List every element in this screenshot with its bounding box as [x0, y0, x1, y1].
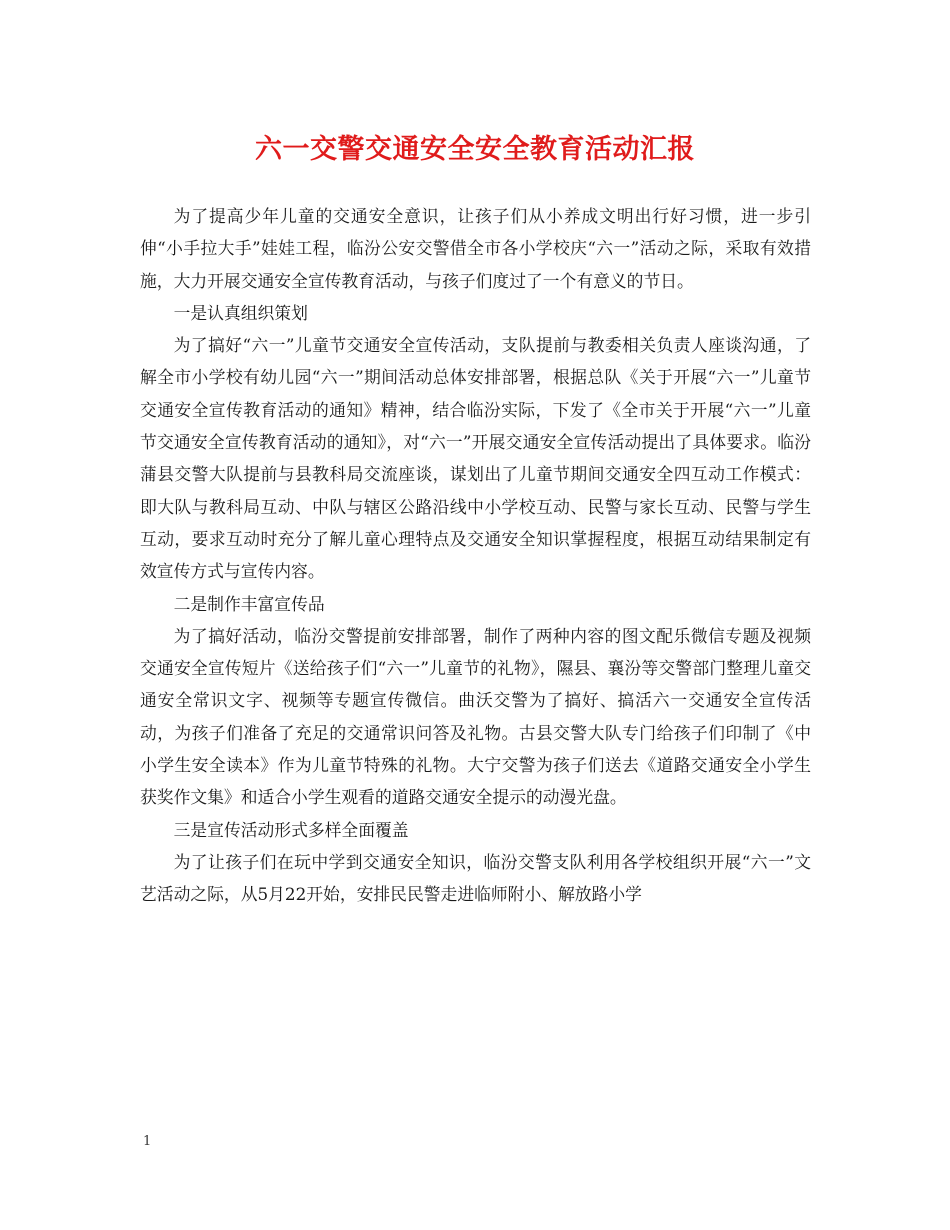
section-heading-1: 一是认真组织策划 [173, 302, 308, 323]
paragraph-intro: 为了提高少年儿童的交通安全意识，让孩子们从小养成文明出行好习惯，进一步引伸“小手拉大手”娃娃工程，临汾公安交警借全市各小学校庆“六一”活动之际，采取有效措施，大力开展交通安全宣传教育活动，与孩子们度过了一个有意义的节日。 [140, 206, 811, 291]
document-body [140, 200, 811, 911]
section-heading-2: 二是制作丰富宣传品 [173, 593, 325, 614]
page-number: 1 [143, 1134, 152, 1149]
document-title: 六一交警交通安全安全教育活动汇报 [255, 134, 695, 165]
section-heading-3: 三是宣传活动形式多样全面覆盖 [173, 819, 409, 840]
paragraph-section-3: 为了让孩子们在玩中学到交通安全知识，临汾交警支队利用各学校组织开展“六一”文艺活动之际，从5月22开始，安排民民警走进临师附小、解放路小学 [140, 851, 811, 905]
paragraph-section-2: 为了搞好活动，临汾交警提前安排部署，制作了两种内容的图文配乐微信专题及视频交通安全宣传短片《送给孩子们“六一”儿童节的礼物》，隰县、襄汾等交警部门整理儿童交通安全常识文字、视频等专题宣传微信。曲沃交警为了搞好、搞活六一交通安全宣传活动，为孩子们准备了充足的交通常识问答及礼物。古县交警大队专门给孩子们印制了《中小学生安全读本》作为儿童节特殊的礼物。大宁交警为孩子们送去《道路交通安全小学生获奖作文集》和适合小学生观看的道路交通安全提示的动漫光盘。 [140, 625, 811, 808]
paragraph-section-1: 为了搞好“六一”儿童节交通安全宣传活动，支队提前与教委相关负责人座谈沟通，了解全市小学校有幼儿园“六一”期间活动总体安排部署，根据总队《关于开展“六一”儿童节交通安全宣传教育活动的通知》精神，结合临汾实际，下发了《全市关于开展“六一”儿童节交通安全宣传教育活动的通知》，对“六一”开展交通安全宣传活动提出了具体要求。临汾蒲县交警大队提前与县教科局交流座谈，谋划出了儿童节期间交通安全四互动工作模式：即大队与教科局互动、中队与辖区公路沿线中小学校互动、民警与家长互动、民警与学生互动，要求互动时充分了解儿童心理特点及交通安全知识掌握程度，根据互动结果制定有效宣传方式与宣传内容。 [140, 335, 811, 582]
